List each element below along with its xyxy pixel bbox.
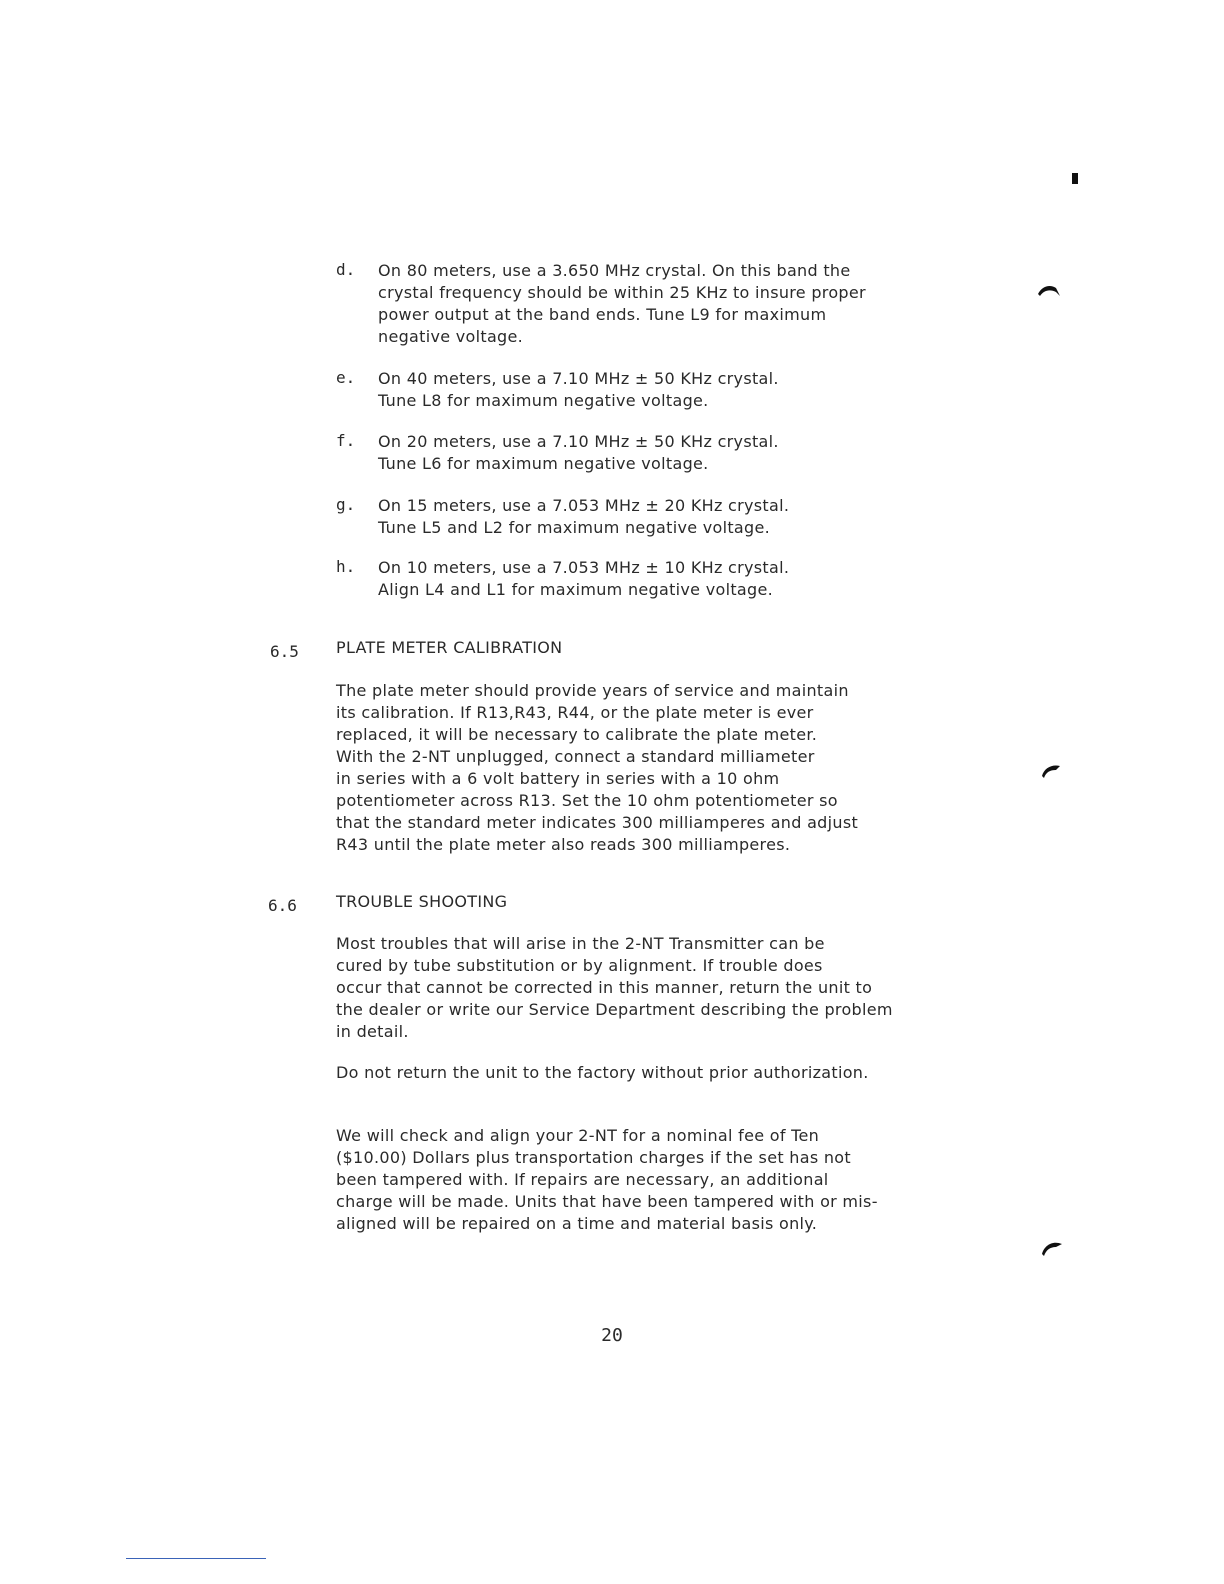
binding-hole-mark bbox=[1040, 1238, 1064, 1258]
text-line: ($10.00) Dollars plus transportation charges if the set has not bbox=[336, 1148, 851, 1167]
text-line: Align L4 and L1 for maximum negative voltage. bbox=[378, 580, 773, 599]
text-line: On 10 meters, use a 7.053 MHz ± 10 KHz crystal. bbox=[378, 558, 790, 577]
text-line: Tune L8 for maximum negative voltage. bbox=[378, 391, 709, 410]
paragraph bbox=[336, 1062, 956, 1084]
text-line: negative voltage. bbox=[378, 327, 524, 346]
text-line: R43 until the plate meter also reads 300 milliamperes. bbox=[336, 835, 791, 854]
text-line: Do not return the unit to the factory without prior authorization. bbox=[336, 1063, 869, 1082]
text-line: Tune L6 for maximum negative voltage. bbox=[378, 454, 709, 473]
text-line: cured by tube substitution or by alignment. If trouble does bbox=[336, 956, 823, 975]
text-line: in series with a 6 volt battery in series with a 10 ohm bbox=[336, 769, 780, 788]
text-line: With the 2-NT unplugged, connect a standard milliameter bbox=[336, 747, 815, 766]
text-line: On 80 meters, use a 3.650 MHz crystal. On this band the bbox=[378, 261, 851, 280]
text-line: in detail. bbox=[336, 1022, 409, 1041]
paragraph bbox=[336, 680, 956, 856]
page-number: 20 bbox=[601, 1325, 623, 1346]
text-line: Tune L5 and L2 for maximum negative voltage. bbox=[378, 518, 771, 537]
section-number: 6.6 bbox=[268, 896, 297, 915]
scan-speck-mark bbox=[1072, 173, 1078, 184]
text-line: On 40 meters, use a 7.10 MHz ± 50 KHz crystal. bbox=[378, 369, 779, 388]
footer-rule bbox=[126, 1558, 266, 1559]
binding-hole-mark bbox=[1040, 762, 1062, 780]
list-item-letter: g. bbox=[336, 495, 356, 514]
text-line: aligned will be repaired on a time and material basis only. bbox=[336, 1214, 818, 1233]
text-line: the dealer or write our Service Department describing the problem bbox=[336, 1000, 893, 1019]
text-line: that the standard meter indicates 300 milliamperes and adjust bbox=[336, 813, 859, 832]
text-line: replaced, it will be necessary to calibrate the plate meter. bbox=[336, 725, 818, 744]
text-line: charge will be made. Units that have been tampered with or mis- bbox=[336, 1192, 878, 1211]
text-line: The plate meter should provide years of service and maintain bbox=[336, 681, 849, 700]
text-line: crystal frequency should be within 25 KHz to insure proper bbox=[378, 283, 866, 302]
text-line: On 15 meters, use a 7.053 MHz ± 20 KHz crystal. bbox=[378, 496, 790, 515]
binding-hole-mark bbox=[1036, 282, 1062, 300]
section-number: 6.5 bbox=[270, 642, 299, 661]
text-line: power output at the band ends. Tune L9 for maximum bbox=[378, 305, 827, 324]
text-line: On 20 meters, use a 7.10 MHz ± 50 KHz crystal. bbox=[378, 432, 779, 451]
list-item-letter: h. bbox=[336, 557, 356, 576]
list-item-letter: d. bbox=[336, 260, 356, 279]
text-line: been tampered with. If repairs are necessary, an additional bbox=[336, 1170, 829, 1189]
section-heading: PLATE METER CALIBRATION bbox=[336, 638, 563, 657]
text-line: We will check and align your 2-NT for a nominal fee of Ten bbox=[336, 1126, 820, 1145]
list-item-letter: f. bbox=[336, 431, 356, 450]
paragraph bbox=[336, 933, 956, 1043]
text-line: potentiometer across R13. Set the 10 ohm potentiometer so bbox=[336, 791, 838, 810]
list-item-letter: e. bbox=[336, 368, 356, 387]
section-heading: TROUBLE SHOOTING bbox=[336, 892, 508, 911]
text-line: its calibration. If R13,R43, R44, or the plate meter is ever bbox=[336, 703, 814, 722]
text-line: Most troubles that will arise in the 2-NT Transmitter can be bbox=[336, 934, 825, 953]
paragraph bbox=[336, 1125, 956, 1235]
text-line: occur that cannot be corrected in this manner, return the unit to bbox=[336, 978, 873, 997]
